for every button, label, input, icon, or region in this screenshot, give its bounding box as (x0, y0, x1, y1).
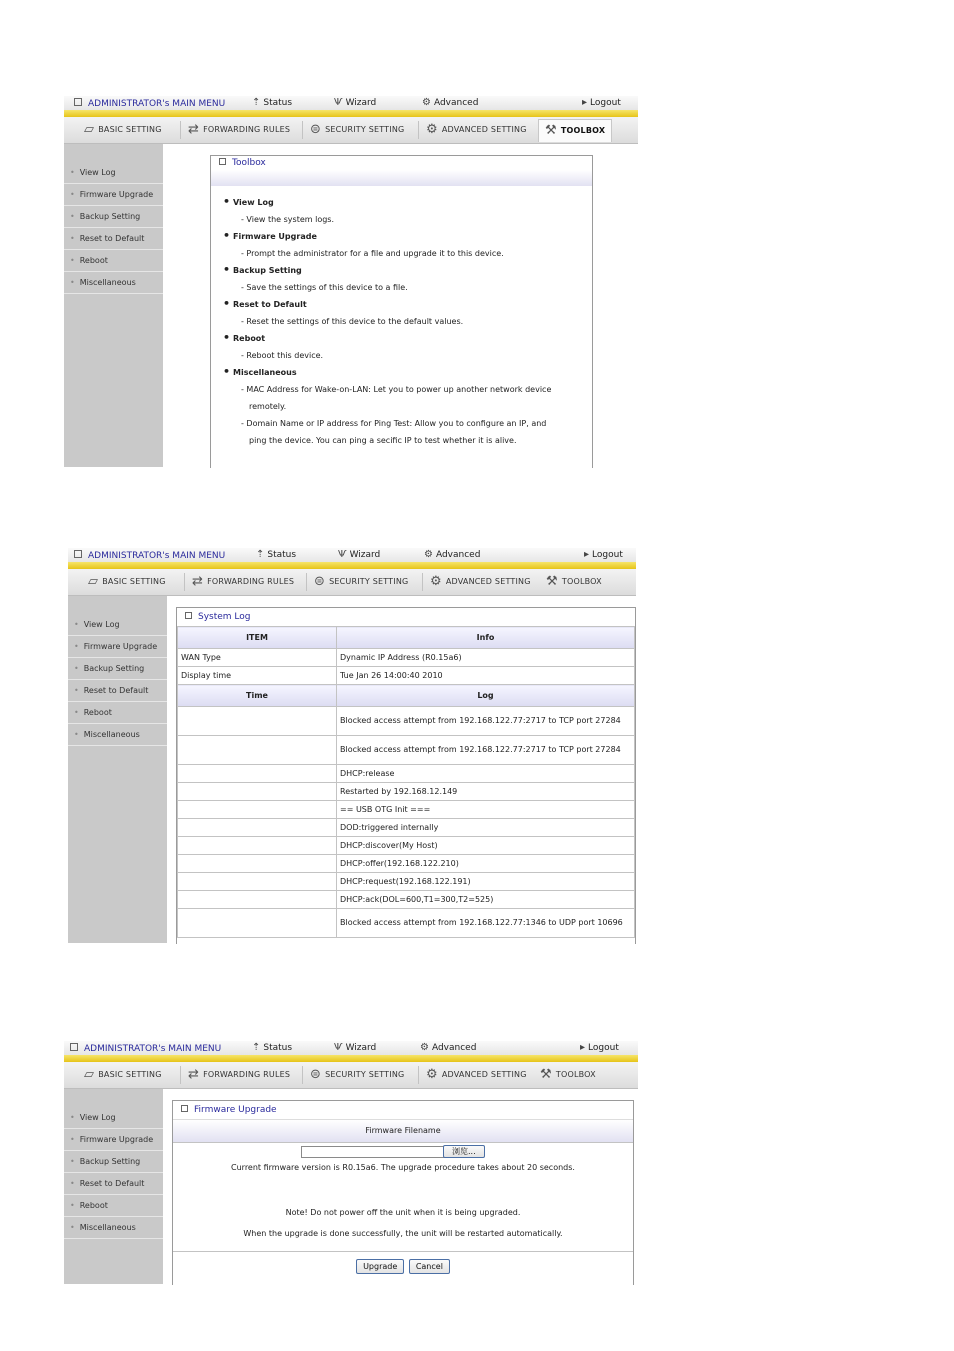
log-entry: Blocked access attempt from 192.168.122.77:1346 to UDP port 10696 (337, 909, 635, 938)
sidebar-item-firmware-upgrade[interactable] (64, 1129, 163, 1151)
bullet-icon: • (70, 1113, 75, 1122)
log-entry: Blocked access attempt from 192.168.122.77:2717 to TCP port 27284 (337, 736, 635, 765)
arrow-right-icon: ▸ (582, 97, 588, 108)
firmware-upgrade-title (173, 1101, 633, 1119)
admin-label: ADMINISTRATOR's MAIN MENU (88, 551, 226, 561)
bullet-icon: • (70, 1179, 75, 1188)
list-heading: • Backup Setting (233, 262, 592, 279)
log-time-cell (178, 855, 337, 873)
bullet-icon: • (70, 1135, 75, 1144)
wizard-link[interactable] (334, 1043, 376, 1053)
folder-icon: ▱ (84, 122, 95, 137)
sidebar-item-backup-setting[interactable] (64, 206, 163, 228)
tab-basic-setting[interactable] (84, 1064, 162, 1086)
log-time-cell (178, 736, 337, 765)
table-row (178, 667, 635, 685)
log-time-cell (178, 819, 337, 837)
toolbox-icon: ⚒ (545, 123, 557, 138)
list-description: - Prompt the administrator for a file and upgrade it to this device. (241, 249, 504, 258)
list-description: - MAC Address for Wake-on-LAN: Let you to power up another network device (241, 385, 552, 394)
gold-divider (64, 110, 638, 117)
tab-divider (418, 121, 419, 139)
logout-label: Logout (590, 98, 621, 108)
security-icon: ⊜ (310, 122, 322, 137)
bullet-icon: • (74, 664, 79, 673)
tab-divider (302, 121, 303, 139)
status-link[interactable] (256, 550, 296, 560)
advanced-setting-icon: ⚙ (430, 574, 442, 589)
tab-label: SECURITY SETTING (325, 125, 405, 134)
tab-divider (180, 121, 181, 139)
gold-divider (68, 562, 636, 569)
title-band (211, 170, 592, 186)
file-row (173, 1143, 633, 1161)
sidebar-item-label: Firmware Upgrade (79, 190, 154, 199)
sidebar-item-label: Reboot (79, 256, 108, 265)
log-entry: DHCP:release (337, 765, 635, 783)
bullet-icon: • (70, 1157, 75, 1166)
square-icon (74, 550, 82, 558)
sidebar-item-view-log[interactable] (64, 1107, 163, 1129)
tab-security-setting[interactable] (314, 571, 408, 593)
sidebar-item-reset-to-default[interactable] (64, 1173, 163, 1195)
wizard-icon: Ѱ (338, 549, 347, 560)
bullet-icon: • (74, 686, 79, 695)
system-log-table (177, 626, 635, 938)
bullet-icon: • (70, 212, 75, 221)
tab-divider (422, 573, 423, 591)
table-row (178, 891, 635, 909)
sidebar-item-label: Backup Setting (79, 212, 141, 221)
logout-link[interactable] (582, 98, 621, 108)
square-icon (219, 158, 226, 165)
toolbox-panel (64, 96, 638, 467)
column-header-item: ITEM (178, 627, 337, 649)
square-icon (70, 1043, 78, 1051)
forwarding-icon: ⇄ (192, 574, 204, 589)
tab-security-setting[interactable] (310, 119, 404, 141)
tab-advanced-setting[interactable] (426, 1064, 527, 1086)
sidebar-item-label: View Log (79, 1113, 116, 1122)
logout-link[interactable] (580, 1043, 619, 1053)
tab-bar (64, 117, 638, 144)
system-log-box (176, 607, 636, 944)
advanced-setting-icon: ⚙ (426, 122, 438, 137)
firmware-upgrade-title-text: Firmware Upgrade (194, 1105, 277, 1115)
list-heading: • Miscellaneous (233, 364, 592, 381)
tab-label: TOOLBOX (560, 126, 606, 135)
tab-label: SECURITY SETTING (325, 1070, 405, 1079)
tab-basic-setting[interactable] (84, 119, 162, 141)
status-icon: ⇡ (252, 97, 261, 108)
cancel-button[interactable]: Cancel (409, 1259, 450, 1274)
list-description: ping the device. You can ping a secific IP to test whether it is alive. (249, 436, 517, 445)
sidebar-item-label: Miscellaneous (79, 1223, 136, 1232)
sidebar-item-backup-setting[interactable] (68, 658, 167, 680)
bullet-icon: • (70, 256, 75, 265)
status-link[interactable] (252, 98, 292, 108)
tab-basic-setting[interactable] (88, 571, 166, 593)
admin-label: ADMINISTRATOR's MAIN MENU (84, 1044, 222, 1054)
gold-divider (64, 1055, 638, 1062)
firmware-filename-header: Firmware Filename (173, 1119, 633, 1143)
toolbox-list (211, 186, 592, 449)
sidebar-item-label: Backup Setting (79, 1157, 141, 1166)
wan-type-label: WAN Type (178, 649, 337, 667)
sidebar-item-label: Firmware Upgrade (79, 1135, 154, 1144)
arrow-right-icon: ▸ (580, 1042, 586, 1053)
log-time-cell (178, 765, 337, 783)
sidebar-item-miscellaneous[interactable] (64, 1217, 163, 1239)
toolbox-title-text: Toolbox (232, 158, 266, 168)
sidebar (64, 1089, 163, 1284)
tab-forwarding-rules[interactable] (188, 1064, 290, 1086)
list-heading: • Reset to Default (233, 296, 592, 313)
toolbox-box (210, 155, 593, 468)
bullet-icon: • (70, 234, 75, 243)
sidebar-item-label: Reset to Default (79, 234, 145, 243)
tab-forwarding-rules[interactable] (188, 119, 290, 141)
sidebar-item-label: Reboot (79, 1201, 108, 1210)
tab-label: ADVANCED SETTING (441, 125, 527, 134)
sidebar-item-backup-setting[interactable] (64, 1151, 163, 1173)
admin-main-menu-link[interactable] (74, 550, 225, 560)
status-label: Status (263, 98, 293, 108)
status-link[interactable] (252, 1043, 292, 1053)
table-row (178, 649, 635, 667)
sidebar-item-label: View Log (83, 620, 120, 629)
advanced-link[interactable] (424, 550, 480, 560)
tab-forwarding-rules[interactable] (192, 571, 294, 593)
tab-label: FORWARDING RULES (207, 577, 295, 586)
status-label: Status (267, 550, 297, 560)
status-icon: ⇡ (252, 1042, 261, 1053)
forwarding-icon: ⇄ (188, 122, 200, 137)
list-description: - Reboot this device. (241, 351, 324, 360)
folder-icon: ▱ (88, 574, 99, 589)
table-row (178, 837, 635, 855)
upgrade-button[interactable]: Upgrade (356, 1259, 404, 1274)
wizard-link[interactable] (338, 550, 380, 560)
sidebar-item-label: Reboot (83, 708, 112, 717)
list-description: - Domain Name or IP address for Ping Test: Allow you to configure an IP, and (241, 419, 547, 428)
firmware-upgrade-panel (64, 1041, 638, 1284)
sidebar-item-label: Miscellaneous (83, 730, 140, 739)
tab-bar (68, 569, 636, 596)
spacer (173, 1175, 633, 1206)
admin-main-menu-link[interactable] (74, 98, 225, 108)
bullet-icon: • (70, 1201, 75, 1210)
system-log-title-text: System Log (198, 612, 251, 622)
main-menu-bar (64, 1041, 638, 1056)
advanced-setting-icon: ⚙ (426, 1067, 438, 1082)
table-row (178, 707, 635, 736)
sidebar-item-view-log[interactable] (68, 614, 167, 636)
tab-label: FORWARDING RULES (203, 1070, 291, 1079)
sidebar-item-view-log[interactable] (64, 162, 163, 184)
forwarding-icon: ⇄ (188, 1067, 200, 1082)
security-icon: ⊜ (310, 1067, 322, 1082)
tab-label: TOOLBOX (555, 1070, 596, 1079)
column-header-log: Log (337, 685, 635, 707)
sidebar-item-reboot[interactable] (64, 250, 163, 272)
log-time-cell (178, 891, 337, 909)
tab-label: BASIC SETTING (98, 125, 162, 134)
toolbox-icon: ⚒ (540, 1067, 552, 1082)
sidebar-item-label: Reset to Default (83, 686, 149, 695)
log-time-cell (178, 837, 337, 855)
toolbox-title (211, 156, 592, 170)
tab-toolbox[interactable] (538, 119, 612, 142)
sidebar (68, 596, 167, 943)
tab-label: SECURITY SETTING (329, 577, 409, 586)
wizard-icon: Ѱ (334, 1042, 343, 1053)
table-row (178, 736, 635, 765)
sidebar-item-firmware-upgrade[interactable] (64, 184, 163, 206)
square-icon (181, 1105, 188, 1112)
table-header-row (178, 627, 635, 649)
tab-label: BASIC SETTING (102, 577, 166, 586)
wizard-label: Wizard (345, 1043, 377, 1053)
log-entry: Blocked access attempt from 192.168.122.77:2717 to TCP port 27284 (337, 707, 635, 736)
restart-notice: When the upgrade is done successfully, the unit will be restarted automatically. (243, 1229, 563, 1238)
log-time-cell (178, 909, 337, 938)
log-entry: DHCP:offer(192.168.122.210) (337, 855, 635, 873)
log-time-cell (178, 707, 337, 736)
log-time-cell (178, 873, 337, 891)
sidebar-item-reset-to-default[interactable] (64, 228, 163, 250)
bullet-icon: • (74, 708, 79, 717)
table-row (178, 801, 635, 819)
arrow-right-icon: ▸ (584, 549, 590, 560)
table-row (178, 873, 635, 891)
log-time-cell (178, 783, 337, 801)
action-row (173, 1252, 633, 1274)
bullet-icon: • (74, 642, 79, 651)
bullet-icon: • (74, 730, 79, 739)
wizard-icon: Ѱ (334, 97, 343, 108)
logout-label: Logout (588, 1043, 619, 1053)
advanced-link[interactable] (420, 1043, 476, 1053)
browse-button[interactable]: 浏览... (443, 1145, 485, 1158)
sidebar-item-label: Firmware Upgrade (83, 642, 158, 651)
column-header-info: Info (337, 627, 635, 649)
log-entry: == USB OTG Init === (337, 801, 635, 819)
list-heading: • Firmware Upgrade (233, 228, 592, 245)
sidebar-item-miscellaneous[interactable] (68, 724, 167, 746)
sidebar-item-firmware-upgrade[interactable] (68, 636, 167, 658)
sidebar-item-reset-to-default[interactable] (68, 680, 167, 702)
logout-label: Logout (592, 550, 623, 560)
advanced-icon: ⚙ (420, 1042, 429, 1053)
square-icon (185, 612, 192, 619)
tab-label: ADVANCED SETTING (441, 1070, 527, 1079)
advanced-label: Advanced (433, 98, 479, 108)
tab-toolbox[interactable] (546, 571, 602, 593)
list-heading: • Reboot (233, 330, 592, 347)
advanced-icon: ⚙ (422, 97, 431, 108)
bullet-icon: • (70, 278, 75, 287)
wizard-label: Wizard (349, 550, 381, 560)
tab-divider (418, 1066, 419, 1084)
log-entry: DHCP:request(192.168.122.191) (337, 873, 635, 891)
status-label: Status (263, 1043, 293, 1053)
tab-label: BASIC SETTING (98, 1070, 162, 1079)
log-entry: DHCP:discover(My Host) (337, 837, 635, 855)
advanced-icon: ⚙ (424, 549, 433, 560)
table-row (178, 909, 635, 938)
column-header-time: Time (178, 685, 337, 707)
tab-label: ADVANCED SETTING (445, 577, 531, 586)
advanced-label: Advanced (435, 550, 481, 560)
admin-main-menu-link[interactable] (70, 1043, 221, 1053)
wan-type-value: Dynamic IP Address (R0.15a6) (337, 649, 635, 667)
sidebar (64, 144, 163, 467)
folder-icon: ▱ (84, 1067, 95, 1082)
tab-label: FORWARDING RULES (203, 125, 291, 134)
firmware-upgrade-box (172, 1100, 634, 1285)
list-description: - Reset the settings of this device to the default values. (241, 317, 464, 326)
tab-divider (306, 573, 307, 591)
bullet-icon: • (70, 1223, 75, 1232)
power-off-warning: Note! Do not power off the unit when it is being upgraded. (285, 1208, 521, 1217)
square-icon (74, 98, 82, 106)
system-log-panel (68, 548, 636, 943)
sidebar-item-label: View Log (79, 168, 116, 177)
sidebar-item-label: Backup Setting (83, 664, 145, 673)
list-description: remotely. (249, 402, 287, 411)
table-row (178, 855, 635, 873)
log-entry: DOD:triggered internally (337, 819, 635, 837)
bullet-icon: • (70, 168, 75, 177)
table-row (178, 819, 635, 837)
sidebar-item-miscellaneous[interactable] (64, 272, 163, 294)
admin-label: ADMINISTRATOR's MAIN MENU (88, 99, 226, 109)
bullet-icon: • (70, 190, 75, 199)
table-row (178, 783, 635, 801)
status-icon: ⇡ (256, 549, 265, 560)
tab-toolbox[interactable] (540, 1064, 596, 1086)
list-heading: • View Log (233, 194, 592, 211)
sidebar-item-label: Miscellaneous (79, 278, 136, 287)
wizard-link[interactable] (334, 98, 376, 108)
sidebar-item-reboot[interactable] (68, 702, 167, 724)
list-description: - View the system logs. (241, 215, 334, 224)
display-time-label: Display time (178, 667, 337, 685)
list-description: - Save the settings of this device to a file. (241, 283, 408, 292)
tab-advanced-setting[interactable] (426, 119, 527, 141)
table-header-row (178, 685, 635, 707)
main-menu-bar (68, 548, 636, 563)
display-time-value: Tue Jan 26 14:00:40 2010 (337, 667, 635, 685)
wizard-label: Wizard (345, 98, 377, 108)
sidebar-item-reboot[interactable] (64, 1195, 163, 1217)
bullet-icon: • (74, 620, 79, 629)
current-version-text: Current firmware version is R0.15a6. The upgrade procedure takes about 20 seconds. (231, 1163, 575, 1172)
security-icon: ⊜ (314, 574, 326, 589)
log-time-cell (178, 801, 337, 819)
firmware-file-field[interactable] (301, 1146, 445, 1158)
logout-link[interactable] (584, 550, 623, 560)
sidebar-item-label: Reset to Default (79, 1179, 145, 1188)
advanced-link[interactable] (422, 98, 478, 108)
divider (173, 1241, 633, 1252)
table-row (178, 765, 635, 783)
spacer (173, 1220, 633, 1227)
tab-advanced-setting[interactable] (430, 571, 531, 593)
system-log-title (177, 608, 635, 626)
log-entry: Restarted by 192.168.12.149 (337, 783, 635, 801)
toolbox-icon: ⚒ (546, 574, 558, 589)
main-menu-bar (64, 96, 638, 111)
tab-divider (180, 1066, 181, 1084)
advanced-label: Advanced (431, 1043, 477, 1053)
tab-bar (64, 1062, 638, 1089)
tab-divider (184, 573, 185, 591)
log-entry: DHCP:ack(DOL=600,T1=300,T2=525) (337, 891, 635, 909)
tab-security-setting[interactable] (310, 1064, 404, 1086)
tab-label: TOOLBOX (561, 577, 602, 586)
tab-divider (302, 1066, 303, 1084)
